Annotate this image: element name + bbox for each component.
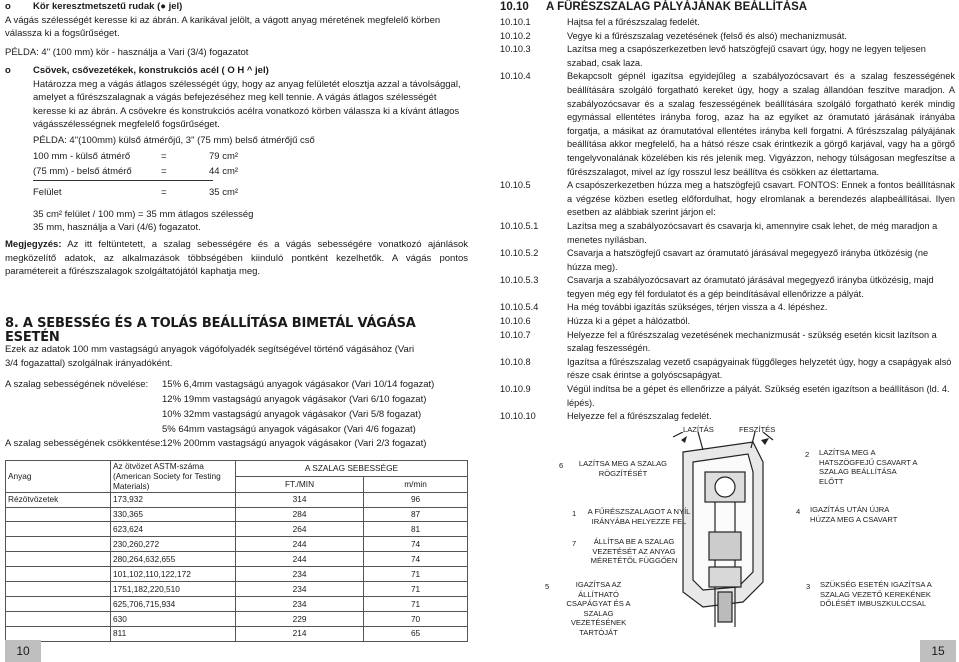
bullet-marker: o (5, 65, 11, 76)
diagram-label-7: ÁLLÍTSA BE A SZALAG VEZETÉSÉT AZ ANYAG MÉRETÉTŐL FÜGGŐEN (590, 537, 678, 566)
section-8-text: Ezek az adatok 100 mm vastagságú anyagok vágófolyadék segítségével történő vágásához (Vari 3/4 fogazattal) szolgálnak irányadóként. (5, 344, 415, 369)
diagram-label-1: A FŰRÉSZSZALAGOT A NYÍL IRÁNYÁBA HELYEZZE FEL (587, 507, 691, 526)
section-8-title: 8. A SEBESSÉG ÉS A TOLÁS BEÁLLÍTÁSA BIMETÁL VÁGÁSA ESETÉN (5, 316, 416, 345)
calc-row-outer: 100 mm - külső átmérő = 79 cm² (33, 151, 239, 162)
procedure-step: 10.10.4 Bekapcsolt gépnél igazítsa egyidejűleg a szabályozócsavart és a szalag feszességének beállítására szolgáló forgatható kereket úgy, hogy a szalag állandóan feszítve maradjon. A szabályozócsavar és a szalag feszességének beállítására szolgáló forgatható kerék mindig egymással ellentétes irányba forog, azaz ha az egyiket az óramutató járásának irányába forgatja, a másikat az óramutatóval ellentétes irányba kell forgatni. A fűrészszalag pályájának beállítása akkor megfelelő, ha a hátsó része csak érintkezik a görgő karjával, vagy ha a görgő tengelyvonalának közelében kis rés jelenik meg. Vigyázzon, nehogy túlságosan megfeszítse a fűrészszalagot, mivel az így rosszul lesz beállítva és csökken az élettartama. (500, 71, 955, 177)
procedure-step: 10.10.6 Húzza ki a gépet a hálózatból. (500, 316, 691, 327)
table-row: 101,102,110,122,172 234 71 (6, 567, 468, 582)
tubes-title: Csövek, csővezetékek, konstrukciós acél ( O H ^ jel) (33, 65, 269, 76)
procedure-step: 10.10.1 Hajtsa fel a fűrészszalag fedelét. (500, 17, 700, 27)
round-bars-example: PÉLDA: 4" (100 mm) kör - használja a Vari (3/4) fogazatot (5, 46, 249, 58)
calc-row-inner: (75 mm) - belső átmérő = 44 cm² (33, 165, 239, 177)
tubes-example: PÉLDA: 4"(100mm) külső átmérőjű, 3" (75 mm) belső átmérőjű cső (33, 134, 315, 146)
tubes-text: Határozza meg a vágás átlagos szélességét úgy, hogy az anyag felületét elosztja azzal a távolsággal, amelyet a fűrészszalagnak a vágás befejezéséhez meg kell tennie. A vágás átlagos szélességét keresse ki az ábrán. A csövekre és konstrukciós acélra vonatkozó körben válassza ki a kívánt átlagos vágásszélességnek megfelelő fogsűrűséget. (33, 78, 461, 131)
table-row: 330,365 284 87 (6, 507, 468, 522)
calc-row-area: Felület = 35 cm² (33, 187, 239, 198)
right-page (500, 0, 955, 424)
speed-row: 10% 32mm vastagságú anyagok vágásakor (Vari 5/8 fogazat) (162, 409, 422, 420)
table-row: Rézötvözetek 173,932 314 96 (6, 492, 468, 507)
round-bars-section (5, 0, 468, 59)
table-row: 811 214 65 (6, 626, 468, 641)
section-title: A FŰRÉSZSZALAG PÁLYÁJÁNAK BEÁLLÍTÁSA (546, 1, 808, 13)
table-row: 1751,182,220,510 234 71 (6, 581, 468, 596)
tubes-section (5, 64, 468, 148)
diagram-label-2: LAZÍTSA MEG A HATSZÖGFEJŰ CSAVART A SZALAG BEÁLLÍTÁSA ELŐTT (819, 448, 918, 486)
band-speed-table (5, 460, 468, 642)
table-header-ftmin: FT./MIN (236, 476, 364, 492)
calc-result-1: 35 cm² felület / 100 mm) = 35 mm átlagos szélesség (33, 208, 254, 220)
table-row: 630 229 70 (6, 611, 468, 626)
section-10-10-title (500, 0, 955, 14)
table-header-row (6, 461, 468, 477)
area-calculation (33, 150, 263, 235)
diagram-label-5: IGAZÍTSA AZ ÁLLÍTHATÓ CSAPÁGYAT ÉS A SZALAG VEZETÉSÉNEK TARTÓJÁT (566, 580, 631, 637)
table-header-speed: A SZALAG SEBESSÉGE (236, 461, 468, 477)
speed-row: 15% 6,4mm vastagságú anyagok vágásakor (Vari 10/14 fogazat) (162, 379, 435, 390)
diagram-label-3: SZÜKSÉG ESETÉN IGAZÍTSA A SZALAG VEZETŐ KEREKÉNEK DŐLÉSÉT IMBUSZKULCCSAL (820, 580, 932, 609)
calc-result-2: 35 mm, használja a Vari (4/6) fogazatot. (33, 222, 201, 234)
procedure-step: 10.10.8 Igazítsa a fűrészszalag vezető csapágyainak függőleges helyzetét úgy, hogy a csapágyak alsó része csak érintse a golyóscsapágyat. (500, 356, 952, 381)
diagram-label-4: IGAZÍTÁS UTÁN ÚJRA HÚZZA MEG A CSAVART (810, 505, 898, 524)
calc-divider (33, 180, 213, 181)
procedure-step: 10.10.5 A csapószerkezetben húzza meg a hatszögfejű csavart. FONTOS: Ennek a fontos beállításnak a végzése közben esetleg előfordulhat, hogy elromlanak a berendezés alapbeállításai. Ilyen esetben az alábbiak szerint járjon el: (500, 180, 955, 218)
procedure-step: 10.10.5.3 Csavarja a szabályozócsavart az óramutató járásával megegyező irányba ütközésig, majd tegyen még egy fél fordulatot és a gép beindításával ellenőrizze a pályát. (500, 275, 934, 299)
table-row: 623,624 264 81 (6, 522, 468, 537)
page-number-left: 10 (5, 640, 41, 662)
round-bars-text: A vágás szélességét keresse ki az ábrán. A karikával jelölt, a vágott anyag méretének megfelelő körben válassza ki a fogsűrűséget. (5, 14, 441, 40)
procedure-step: 10.10.5.2 Csavarja a hatszögfejű csavart az óramutató járásával megegyező irányba ütközésig (ne húzza meg). (500, 248, 929, 272)
table-row: 230,260,272 244 74 (6, 537, 468, 552)
diagram-tighten-label: FESZÍTÉS (739, 425, 776, 434)
speed-row: 12% 19mm vastagságú anyagok vágásakor (Vari 6/10 fogazat) (162, 394, 427, 405)
procedure-step: 10.10.9 Végül indítsa be a gépet és ellenőrizze a pályát. Szükség esetén igazítson a beállításon (ld. 4. lépés). (500, 384, 950, 408)
diagram-label-6: LAZÍTSA MEG A SZALAG RÖGZÍTÉSÉT (578, 459, 668, 478)
procedure-step: 10.10.5.4 Ha még további igazítás szükséges, térjen vissza a 4. lépéshez. (500, 302, 828, 313)
table-row: 280,264,632,655 244 74 (6, 552, 468, 567)
table-header-mmin: m/min (364, 476, 468, 492)
speed-row: 5% 64mm vastagságú anyagok vágásakor (Vari 4/6 fogazat) (162, 424, 416, 435)
bullet-marker: o (5, 1, 11, 12)
speed-decrease-label: A szalag sebességének csökkentése: (5, 438, 163, 449)
procedure-list (500, 16, 955, 424)
procedure-step: 10.10.2 Vegye ki a fűrészszalag vezetésének (felső és alsó) mechanizmusát. (500, 30, 847, 41)
table-row: 625,706,715,934 234 71 (6, 596, 468, 611)
section-number: 10.10 (500, 1, 529, 13)
speed-row: 12% 200mm vastagságú anyagok vágásakor (Vari 2/3 fogazat) (162, 438, 427, 449)
note-label: Megjegyzés: (5, 239, 62, 250)
note-text: Az itt feltüntetett, a szalag sebességére és a vágás sebességére vonatkozó ajánlások megközelítő adatok, az alkalmazások többségében kiinduló pontként kezelhetők. A vágás pontos paramétereit a fűrészszalagok szolgáltatójától kaphatja meg. (5, 239, 468, 278)
page-number-right: 15 (920, 640, 956, 662)
table-header-material: Anyag (6, 461, 111, 493)
procedure-step: 10.10.3 Lazítsa meg a csapószerkezetben levő hatszögfejű csavart úgy, hogy ne legyen teljesen szabad, csak laza. (500, 44, 926, 68)
diagram-loosen-label: LAZÍTÁS (683, 425, 714, 434)
procedure-step: 10.10.5.1 Lazítsa meg a szabályozócsavart és csavarja ki, amennyire csak lehet, de még maradjon a menetes nyílásban. (500, 220, 938, 245)
procedure-step: 10.10.10 Helyezze fel a fűrészszalag fedelét. (500, 411, 712, 422)
speed-increase-label: A szalag sebességének növelése: (5, 379, 149, 390)
speed-adjustments (5, 378, 468, 458)
procedure-step: 10.10.7 Helyezze fel a fűrészszalag vezetésének mechanizmusát - szükség esetén kicsit lazítson a szalag feszességén. (500, 329, 937, 354)
table-header-astm: Az ötvözet ASTM-száma (American Society for Testing Materials) (111, 461, 236, 493)
note-paragraph (5, 238, 468, 279)
round-bars-title: Kör keresztmetszetű rudak (● jel) (33, 1, 183, 12)
